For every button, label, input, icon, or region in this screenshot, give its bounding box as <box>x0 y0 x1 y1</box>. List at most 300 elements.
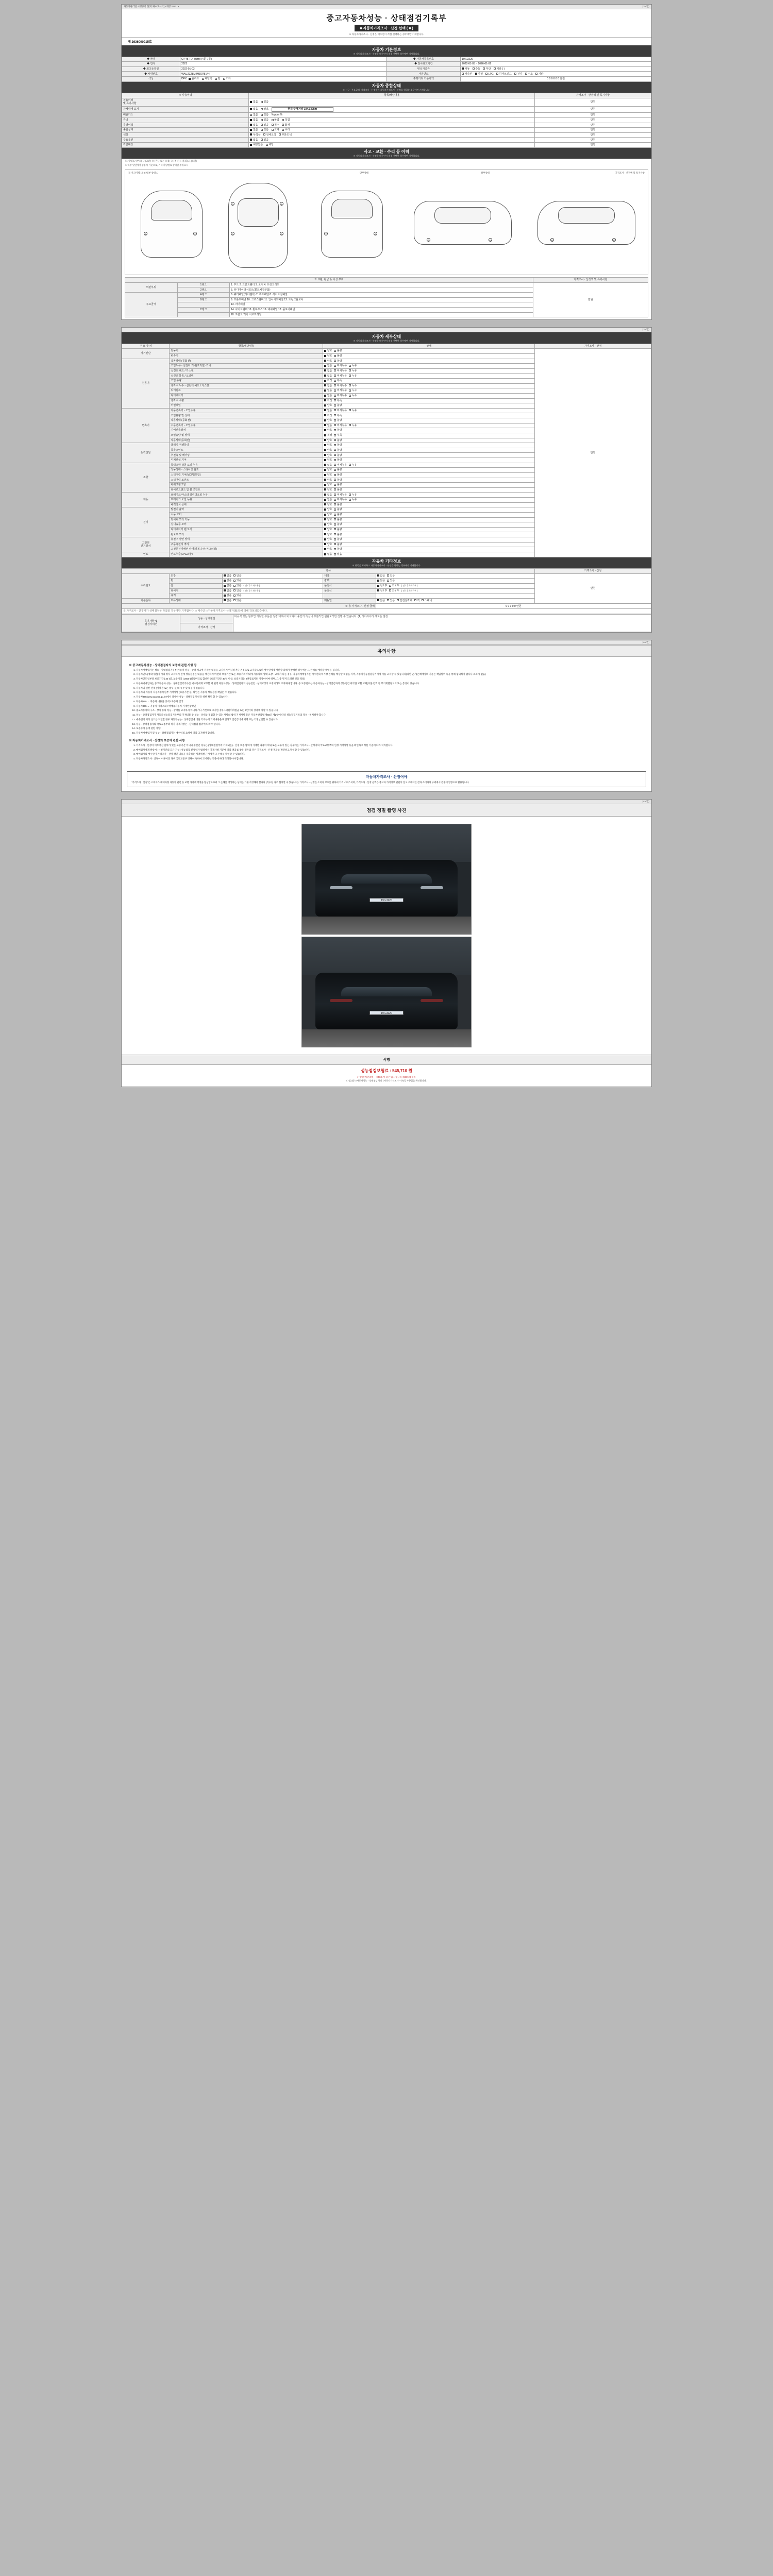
checkbox-양호[interactable] <box>324 449 332 452</box>
checkbox-fuel-hydrogen[interactable]: 수소 <box>525 73 533 76</box>
checkbox-box[interactable] <box>349 494 351 496</box>
section-note-other: ※ 항목을 표시하고 자동차가격조사 · 산정을 원하는 경우에만 기재합니다. <box>352 564 421 567</box>
checkbox-불량[interactable] <box>334 523 342 526</box>
checkbox-gearbox-cvt[interactable]: 무단 <box>483 67 491 71</box>
checkbox-양호[interactable] <box>324 459 332 462</box>
checkbox-fuel-other[interactable]: 기타 <box>535 73 543 76</box>
detail-item: 연료누출(LPG포함) <box>170 552 323 557</box>
checkbox-양호[interactable] <box>324 518 332 521</box>
checkbox-color-pearl[interactable]: 펄 <box>215 77 220 80</box>
checkbox-불량[interactable] <box>334 449 342 452</box>
checkbox-box[interactable] <box>334 474 336 476</box>
checkbox-box[interactable] <box>224 574 226 577</box>
checkbox-불량[interactable] <box>334 479 342 482</box>
checkbox-box[interactable] <box>324 503 326 505</box>
checkbox-불량[interactable] <box>334 518 342 521</box>
checkbox-overall-yes[interactable]: 있음 <box>261 128 268 131</box>
checkbox-box[interactable] <box>334 538 336 540</box>
checkbox-미세누유[interactable] <box>334 464 347 467</box>
checkbox-box[interactable] <box>324 350 326 352</box>
checkbox-box[interactable] <box>224 595 226 597</box>
checkbox-불량[interactable] <box>334 468 342 471</box>
checkbox-불량[interactable] <box>334 543 342 546</box>
checkbox-양호[interactable] <box>324 538 332 541</box>
checkbox-fuel-electric[interactable]: 전기 <box>514 73 522 76</box>
checkbox-box[interactable] <box>334 404 336 406</box>
checkbox-box[interactable] <box>334 399 336 401</box>
checkbox-box[interactable] <box>233 595 236 597</box>
checkbox-box[interactable] <box>349 365 351 367</box>
checkbox-options-yes[interactable]: 있음 <box>261 139 268 142</box>
checkbox-box[interactable] <box>324 474 326 476</box>
checkbox-box[interactable] <box>224 599 226 601</box>
checkbox-미세누수[interactable] <box>334 384 347 387</box>
checkbox-box[interactable] <box>334 494 336 496</box>
checkbox-box[interactable] <box>334 375 336 377</box>
checkbox-box[interactable] <box>334 523 336 526</box>
checkbox-부족[interactable] <box>334 379 342 382</box>
checkbox-box[interactable] <box>334 414 336 416</box>
checkbox-양호[interactable] <box>324 543 332 546</box>
checkbox-right-2-1[interactable] <box>389 584 399 587</box>
checkbox-left-3-1[interactable] <box>233 589 241 592</box>
checkbox-box[interactable] <box>324 488 326 490</box>
checkbox-box[interactable] <box>233 599 236 601</box>
checkbox-불량[interactable] <box>334 503 342 506</box>
checkbox-미세누유[interactable] <box>334 424 347 427</box>
checkbox-부족[interactable] <box>334 399 342 402</box>
checkbox-special-yes[interactable]: 있음 <box>261 124 268 127</box>
checkbox-box[interactable] <box>324 439 326 441</box>
checkbox-box[interactable] <box>324 464 326 466</box>
checkbox-양호[interactable] <box>324 479 332 482</box>
checkbox-없음[interactable] <box>324 553 332 556</box>
checkbox-paint-none[interactable]: 무색상 <box>250 133 260 137</box>
checkbox-box[interactable] <box>377 580 379 582</box>
checkbox-불량[interactable] <box>334 473 342 477</box>
checkbox-box[interactable] <box>377 585 379 587</box>
checkbox-left-2-1[interactable] <box>233 584 241 587</box>
checkbox-paint-full[interactable]: 전체도색 <box>263 133 276 137</box>
checkbox-누유[interactable] <box>349 498 357 501</box>
checkbox-누유[interactable] <box>349 494 357 497</box>
checkbox-없음[interactable] <box>324 494 332 497</box>
checkbox-box[interactable] <box>324 395 326 397</box>
checkbox-box[interactable] <box>324 404 326 406</box>
checkbox-box[interactable] <box>324 449 326 451</box>
checkbox-left-4-1[interactable] <box>233 594 241 597</box>
checkbox-right-5-4[interactable] <box>422 599 432 602</box>
checkbox-누유[interactable] <box>349 424 357 427</box>
checkbox-불량[interactable] <box>334 429 342 432</box>
checkbox-미세누유[interactable] <box>334 498 347 501</box>
checkbox-box[interactable] <box>334 429 336 431</box>
checkbox-special-flood[interactable]: 침수 <box>272 124 279 127</box>
checkbox-history-yes[interactable]: 있음 <box>261 100 268 104</box>
checkbox-gearbox-auto[interactable]: 자동 <box>462 67 469 71</box>
checkbox-box[interactable] <box>324 518 326 520</box>
checkbox-box[interactable] <box>377 599 379 601</box>
checkbox-불량[interactable] <box>334 419 342 422</box>
checkbox-emission-yes[interactable]: 있음 <box>261 113 268 116</box>
checkbox-box[interactable] <box>324 414 326 416</box>
label-fuel: 사용연료 <box>386 72 461 77</box>
checkbox-paint-partial[interactable]: 부분도색 <box>279 133 292 137</box>
checkbox-box[interactable] <box>324 365 326 367</box>
checkbox-box[interactable] <box>324 399 326 401</box>
checkbox-overall-none[interactable]: 없음 <box>250 128 258 131</box>
checkbox-누유[interactable] <box>349 409 357 412</box>
checkbox-right-1-0[interactable] <box>377 579 385 582</box>
checkbox-불량[interactable] <box>334 439 342 442</box>
checkbox-box[interactable] <box>324 479 326 481</box>
checkbox-color-solid[interactable]: 솔리드 <box>189 77 199 80</box>
checkbox-box[interactable] <box>334 369 336 371</box>
checkbox-box[interactable] <box>324 380 326 382</box>
checkbox-box[interactable] <box>324 355 326 357</box>
checkbox-right-5-0[interactable] <box>377 599 385 602</box>
checkbox-color-metallic[interactable]: 메탈릭 <box>202 77 212 80</box>
checkbox-box[interactable] <box>324 454 326 456</box>
checkbox-overall-repaired[interactable]: 수리 <box>282 128 290 131</box>
checkbox-tuning-illegal[interactable]: 불법 <box>272 118 279 122</box>
checkbox-box[interactable] <box>334 528 336 530</box>
checkbox-box[interactable] <box>324 514 326 516</box>
checkbox-box[interactable] <box>389 589 391 591</box>
checkbox-미세누유[interactable] <box>334 494 347 497</box>
checkbox-box[interactable] <box>224 580 226 582</box>
checkbox-box[interactable] <box>334 350 336 352</box>
checkbox-box[interactable] <box>334 454 336 456</box>
checkbox-box[interactable] <box>324 538 326 540</box>
checkbox-없음[interactable] <box>324 369 332 372</box>
checkbox-없음[interactable] <box>324 498 332 501</box>
checkbox-box[interactable] <box>324 548 326 550</box>
checkbox-양호[interactable] <box>324 468 332 471</box>
checkbox-box[interactable] <box>334 439 336 441</box>
checkbox-box[interactable] <box>349 384 351 386</box>
checkbox-box[interactable] <box>349 389 351 392</box>
checkbox-box[interactable] <box>324 419 326 421</box>
checkbox-box[interactable] <box>334 469 336 471</box>
checkbox-right-5-1[interactable] <box>387 599 395 602</box>
checkbox-미세누유[interactable] <box>334 375 347 378</box>
checkbox-box[interactable] <box>324 499 326 501</box>
checkbox-box[interactable] <box>349 375 351 377</box>
checkbox-box[interactable] <box>324 484 326 486</box>
checkbox-box[interactable] <box>233 580 236 582</box>
checkbox-box[interactable] <box>324 523 326 526</box>
checkbox-불량[interactable] <box>334 360 342 363</box>
checkbox-box[interactable] <box>334 360 336 362</box>
checkbox-box[interactable] <box>334 484 336 486</box>
checkbox-fuel-hybrid[interactable]: 하이브리드 <box>496 73 512 76</box>
checkbox-tuning-none[interactable]: 없음 <box>250 118 258 122</box>
checkbox-right-1-1[interactable] <box>387 579 395 582</box>
checkbox-box[interactable] <box>334 514 336 516</box>
checkbox-없음[interactable] <box>324 464 332 467</box>
checkbox-불량[interactable] <box>334 354 342 358</box>
checkbox-box[interactable] <box>334 424 336 426</box>
checkbox-box[interactable] <box>324 429 326 431</box>
sheet4-topbar <box>122 800 651 804</box>
checkbox-불량[interactable] <box>334 528 342 531</box>
checkbox-left-3-0[interactable] <box>224 589 231 592</box>
checkbox-box[interactable] <box>334 395 336 397</box>
checkbox-없음[interactable] <box>324 375 332 378</box>
checkbox-불량[interactable] <box>334 548 342 551</box>
checkbox-불량[interactable] <box>334 483 342 486</box>
checkbox-box[interactable] <box>233 589 236 591</box>
checkbox-right-2-0[interactable] <box>377 584 387 587</box>
checkbox-box[interactable] <box>334 488 336 490</box>
checkbox-누유[interactable] <box>349 375 357 378</box>
checkbox-box[interactable] <box>324 360 326 362</box>
checkbox-양호[interactable] <box>324 404 332 407</box>
checkbox-부족[interactable] <box>334 434 342 437</box>
checkbox-box[interactable] <box>377 589 379 591</box>
checkbox-없음[interactable] <box>324 384 332 387</box>
other-sub-left-3: ( 전 / 후 / 좌 / 우 ) <box>243 589 260 592</box>
checkbox-양호[interactable] <box>324 354 332 358</box>
checkbox-fuel-gasoline[interactable]: 가솔린 <box>462 73 472 76</box>
checkbox-gearbox-other[interactable]: 기타 ( ) <box>494 67 505 71</box>
checkbox-options-none[interactable]: 없음 <box>250 139 258 142</box>
checkbox-left-0-0[interactable] <box>224 574 231 578</box>
checkbox-recall-na[interactable]: 해당없음 <box>250 143 263 146</box>
checkbox-적정[interactable] <box>324 379 332 382</box>
checkbox-양호[interactable] <box>324 349 332 352</box>
checkbox-box[interactable] <box>414 599 416 601</box>
checkbox-left-1-0[interactable] <box>224 579 231 582</box>
checkbox-box[interactable] <box>324 459 326 461</box>
table-row <box>122 604 651 609</box>
checkbox-fuel-lpg[interactable]: LPG <box>485 73 494 76</box>
checkbox-gearbox-manual[interactable]: 수동 <box>473 67 480 71</box>
checkbox-미세누유[interactable] <box>334 369 347 372</box>
checkbox-box[interactable] <box>334 464 336 466</box>
other-value-left-0 <box>223 573 323 579</box>
checkbox-box[interactable] <box>324 389 326 392</box>
checkbox-적정[interactable] <box>324 414 332 417</box>
checkbox-누유[interactable] <box>349 364 357 367</box>
checkbox-없음[interactable] <box>324 394 332 397</box>
checkbox-history-none[interactable]: 없음 <box>250 100 258 104</box>
checkbox-box[interactable] <box>349 369 351 371</box>
table-row <box>122 132 651 138</box>
checkbox-box[interactable] <box>422 599 424 601</box>
checkbox-box[interactable] <box>334 449 336 451</box>
checkbox-emission-none[interactable]: 없음 <box>250 113 258 116</box>
col-header-price-detail: 가격조사 · 산정 <box>535 344 651 349</box>
checkbox-box[interactable] <box>324 424 326 426</box>
checkbox-box[interactable] <box>349 395 351 397</box>
checkbox-label: 미세누유 <box>337 364 347 368</box>
checkbox-불량[interactable] <box>334 508 342 511</box>
checkbox-양호[interactable] <box>324 360 332 363</box>
checkbox-양호[interactable] <box>324 508 332 511</box>
checkbox-box[interactable] <box>324 384 326 386</box>
checkbox-box[interactable] <box>334 459 336 461</box>
checkbox-양호[interactable] <box>324 488 332 492</box>
checkbox-left-5-0[interactable] <box>224 599 231 602</box>
checkbox-미세누수[interactable] <box>334 389 347 392</box>
checkbox-box[interactable] <box>224 585 226 587</box>
checkbox-box[interactable] <box>224 589 226 591</box>
checkbox-box[interactable] <box>324 533 326 535</box>
checkbox-box[interactable] <box>324 444 326 446</box>
checkbox-box[interactable] <box>334 543 336 545</box>
checkbox-box[interactable] <box>334 365 336 367</box>
checkbox-양호[interactable] <box>324 548 332 551</box>
checkbox-box[interactable] <box>334 380 336 382</box>
checkbox-box[interactable] <box>349 424 351 426</box>
checkbox-불량[interactable] <box>334 404 342 407</box>
checkbox-box[interactable] <box>349 499 351 501</box>
checkbox-적정[interactable] <box>324 399 332 402</box>
checkbox-box[interactable] <box>324 494 326 496</box>
checkbox-있음[interactable] <box>334 553 342 556</box>
section-note-accident: ※ 자동차가격조사 · 산정을 매수인이 직접 선택한 경우에만 기재합니다. <box>353 155 420 158</box>
checkbox-box[interactable] <box>397 599 399 601</box>
photo-list <box>122 817 651 1055</box>
checkbox-box[interactable] <box>233 585 236 587</box>
checkbox-special-none[interactable]: 없음 <box>250 124 258 127</box>
table-row <box>122 106 651 113</box>
checkbox-양호[interactable] <box>324 528 332 531</box>
checkbox-누수[interactable] <box>349 389 357 392</box>
checkbox-양호[interactable] <box>324 513 332 516</box>
checkbox-양호[interactable] <box>324 523 332 526</box>
checkbox-box[interactable] <box>377 574 379 577</box>
checkbox-양호[interactable] <box>324 473 332 477</box>
checkbox-right-5-2[interactable] <box>397 599 412 602</box>
checkbox-미세누유[interactable] <box>334 364 347 367</box>
checkbox-없음[interactable] <box>324 409 332 412</box>
vehicle-photo-front[interactable] <box>301 824 472 935</box>
checkbox-box[interactable] <box>334 355 336 357</box>
checkbox-box[interactable] <box>324 375 326 377</box>
checkbox-없음[interactable] <box>324 389 332 392</box>
checkbox-overall-replaced[interactable]: 교체 <box>272 128 279 131</box>
checkbox-box[interactable] <box>334 409 336 411</box>
checkbox-left-2-0[interactable] <box>224 584 231 587</box>
checkbox-tuning-yes[interactable]: 있음 <box>261 118 268 122</box>
checkbox-부족[interactable] <box>334 414 342 417</box>
checkbox-양호[interactable] <box>324 444 332 447</box>
checkbox-body-good[interactable]: 양호 <box>261 108 268 111</box>
checkbox-양호[interactable] <box>324 503 332 506</box>
checkbox-불량[interactable] <box>334 533 342 536</box>
vehicle-photo-rear[interactable] <box>301 937 472 1047</box>
checkbox-right-3-1[interactable] <box>389 589 399 592</box>
diagram-label-price: 가격조사 · 산정액 및 특기사항 <box>615 172 645 175</box>
checkbox-없음[interactable] <box>324 424 332 427</box>
checkbox-box[interactable] <box>324 434 326 436</box>
checkbox-right-3-0[interactable] <box>377 589 387 592</box>
checkbox-적정[interactable] <box>324 434 332 437</box>
checkbox-label: 없음 <box>380 599 385 602</box>
checkbox-양호[interactable] <box>324 454 332 457</box>
checkbox-box[interactable] <box>334 389 336 392</box>
checkbox-양호[interactable] <box>324 483 332 486</box>
checkbox-box[interactable] <box>324 528 326 530</box>
checkbox-불량[interactable] <box>334 444 342 447</box>
checkbox-box[interactable] <box>334 499 336 501</box>
checkbox-box[interactable] <box>334 434 336 436</box>
checkbox-color-other[interactable]: 기타 <box>223 77 231 80</box>
checkbox-right-0-1[interactable] <box>387 574 395 578</box>
checkbox-box[interactable] <box>334 548 336 550</box>
checkbox-미세누유[interactable] <box>334 409 347 412</box>
checkbox-양호[interactable] <box>324 419 332 422</box>
checkbox-없음[interactable] <box>324 364 332 367</box>
checkbox-box[interactable] <box>387 580 389 582</box>
checkbox-누유[interactable] <box>349 464 357 467</box>
checkbox-label: 불량 <box>337 473 342 477</box>
checkbox-box[interactable] <box>334 518 336 520</box>
checkbox-누수[interactable] <box>349 394 357 397</box>
checkbox-양호[interactable] <box>324 439 332 442</box>
checkbox-fuel-diesel[interactable]: 디젤 <box>475 73 483 76</box>
checkbox-양호[interactable] <box>324 429 332 432</box>
checkbox-미세누수[interactable] <box>334 394 347 397</box>
checkbox-불량[interactable] <box>334 513 342 516</box>
checkbox-special-fire[interactable]: 화재 <box>282 124 290 127</box>
detail-state <box>323 374 535 379</box>
checkbox-box[interactable] <box>334 444 336 446</box>
checkbox-누수[interactable] <box>349 384 357 387</box>
checkbox-box[interactable] <box>334 553 336 555</box>
checkbox-right-5-3[interactable] <box>414 599 419 602</box>
checkbox-box[interactable] <box>233 574 236 577</box>
checkbox-box[interactable] <box>334 509 336 511</box>
checkbox-box[interactable] <box>334 503 336 505</box>
checkbox-box[interactable] <box>324 509 326 511</box>
checkbox-tuning-legal[interactable]: 적법 <box>282 118 290 122</box>
checkbox-box[interactable] <box>389 585 391 587</box>
checkbox-불량[interactable] <box>334 488 342 492</box>
checkbox-left-1-1[interactable] <box>233 579 241 582</box>
checkbox-box[interactable] <box>324 409 326 411</box>
checkbox-right-0-0[interactable] <box>377 574 385 578</box>
checkbox-box[interactable] <box>324 553 326 555</box>
checkbox-recall-yes[interactable]: 해당 <box>266 143 274 146</box>
checkbox-불량[interactable] <box>334 459 342 462</box>
checkbox-불량[interactable] <box>334 454 342 457</box>
checkbox-left-4-0[interactable] <box>224 594 231 597</box>
checkbox-box[interactable] <box>349 464 351 466</box>
checkbox-box[interactable] <box>334 479 336 481</box>
checkbox-누유[interactable] <box>349 369 357 372</box>
checkbox-left-0-1[interactable] <box>233 574 241 578</box>
checkbox-box[interactable] <box>334 419 336 421</box>
checkbox-불량[interactable] <box>334 538 342 541</box>
table-row <box>122 66 651 72</box>
checkbox-box[interactable] <box>334 384 336 386</box>
checkbox-box[interactable] <box>334 533 336 535</box>
checkbox-box[interactable] <box>387 599 389 601</box>
checkbox-불량[interactable] <box>334 349 342 352</box>
checkbox-box[interactable] <box>324 369 326 371</box>
checkbox-box[interactable] <box>349 409 351 411</box>
checkbox-body-none[interactable]: 없음 <box>250 108 258 111</box>
checkbox-left-5-1[interactable] <box>233 599 241 602</box>
checkbox-양호[interactable] <box>324 533 332 536</box>
checkbox-box[interactable] <box>324 469 326 471</box>
checkbox-box[interactable] <box>387 574 389 577</box>
checkbox-box[interactable] <box>324 543 326 545</box>
